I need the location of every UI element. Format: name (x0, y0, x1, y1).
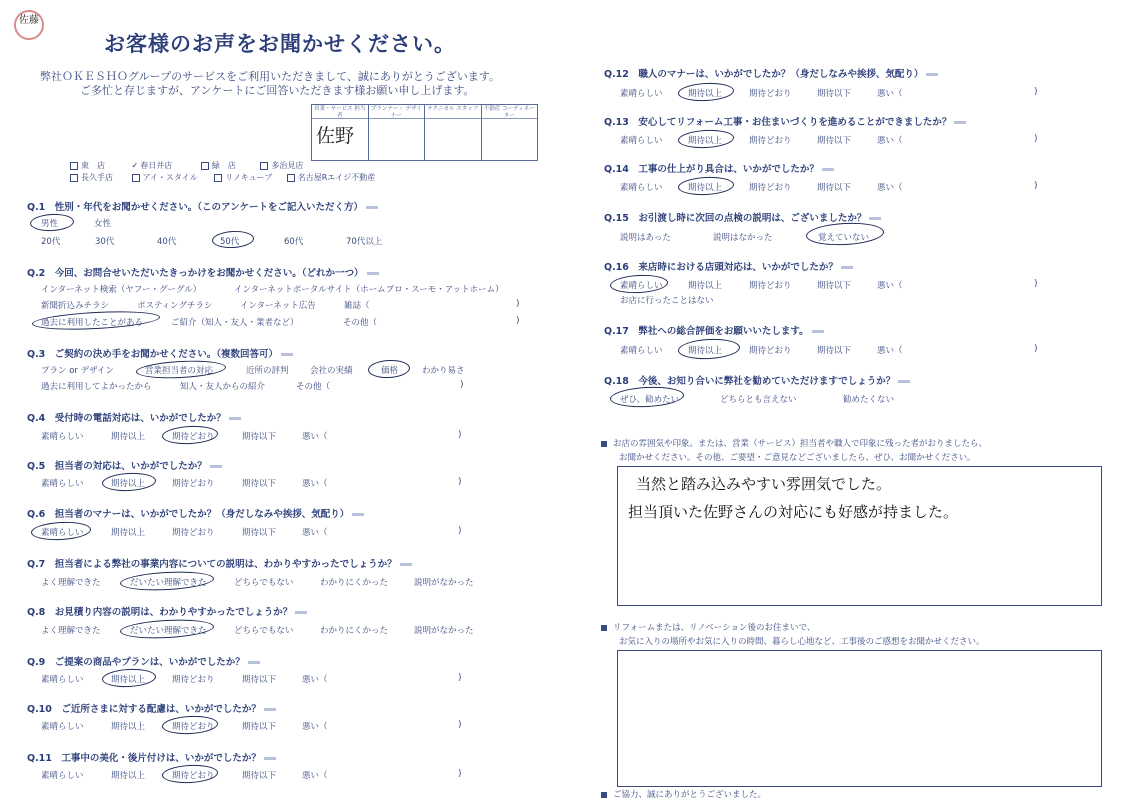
staff-cell-planner[interactable] (369, 105, 426, 160)
option-rating[interactable]: 期待以下 (817, 183, 852, 193)
option-rating[interactable]: 期待以上 (111, 771, 146, 781)
option-rating[interactable]: 素晴らしい (620, 346, 663, 356)
option-rating[interactable]: 期待どおり (172, 675, 215, 685)
question-q17: Q.17 弊社への総合評価をお願いいたします。 (604, 323, 824, 337)
question-q2: Q.2 今回、お問合せいただいたきっかけをお聞かせください。（どれか一つ） (27, 265, 379, 279)
q17-options (0, 344, 1123, 358)
question-q12: Q.12 職人のマナーは、いかがでしたか？（身だしなみや挨拶、気配り） (604, 66, 938, 80)
question-q5: Q.5 担当者の対応は、いかがでしたか？ (27, 458, 222, 472)
option-q2[interactable]: インターネット広告 (240, 301, 316, 311)
option-understand-selected[interactable]: だいたい理解できた (130, 626, 207, 636)
circle-mark (610, 385, 685, 409)
option-rating[interactable]: 期待どおり (172, 528, 215, 538)
option-q3-selected[interactable]: 営業担当者の対応 (145, 366, 214, 376)
option-gender-female[interactable]: 女性 (94, 219, 112, 229)
question-q3: Q.3 ご契約の決め手をお聞かせください。（複数回答可） (27, 346, 293, 360)
store-row-1 (70, 160, 303, 171)
q12-options (0, 87, 1123, 101)
option-rating-selected[interactable]: 期待以上 (111, 479, 146, 489)
option-rating[interactable]: 悪い（ (302, 675, 328, 685)
q9-options (0, 673, 560, 687)
option-rating[interactable]: 悪い（ (302, 432, 328, 442)
question-q7: Q.7 担当者による弊社の事業内容についての説明は、わかりやすかったでしょうか？ (27, 556, 412, 570)
circle-mark (162, 715, 219, 736)
staff-header: 不動産 コーディネーター (482, 105, 538, 119)
option-rating[interactable]: 期待以下 (242, 675, 277, 685)
option-q3[interactable]: その他（ (296, 382, 331, 392)
option-rating[interactable]: 素晴らしい (620, 183, 663, 193)
option-rating[interactable]: 悪い（ (302, 722, 328, 732)
option-q15[interactable]: 説明はあった (620, 233, 671, 243)
after-prompt-2: お気に入りの場所やお気に入りの時間、暮らし心地など、工事後のご感想をお聞かせください。 (619, 637, 985, 647)
option-age-selected[interactable]: 50代 (220, 237, 240, 247)
question-q18: Q.18 今後、お知り合いに弊社を勧めていただけますでしょうか？ (604, 373, 910, 387)
intro-line-1: 弊社ＯＫＥＳＨＯグループのサービスをご利用いただきまして、誠にありがとうございます。 (40, 70, 501, 83)
option-q2[interactable]: 新聞折込みチラシ (41, 301, 110, 311)
square-bullet-icon (601, 441, 607, 447)
close-paren: ) (458, 477, 462, 487)
close-paren: ) (516, 299, 520, 309)
option-rating-selected[interactable]: 期待以上 (111, 675, 146, 685)
option-understand[interactable]: どちらでもない (234, 626, 294, 636)
question-q4: Q.4 受付時の電話対応は、いかがでしたか？ (27, 410, 241, 424)
option-age[interactable]: 70代以上 (346, 237, 383, 247)
circle-mark (31, 520, 92, 541)
option-q2[interactable]: 雑誌（ (344, 301, 370, 311)
close-paren: ) (1034, 87, 1038, 97)
close-paren: ) (458, 430, 462, 440)
option-q3[interactable]: わかり易さ (422, 366, 465, 376)
circle-mark (30, 213, 75, 232)
store-checkbox[interactable] (70, 162, 78, 170)
option-rating[interactable]: 素晴らしい (41, 432, 84, 442)
option-understand[interactable]: わかりにくかった (320, 578, 389, 588)
option-rating[interactable]: 期待以上 (111, 432, 146, 442)
question-q8: Q.8 お見積り内容の説明は、わかりやすかったでしょうか？ (27, 604, 307, 618)
question-q13: Q.13 安心してリフォーム工事・お住まいづくりを進めることができましたか？ (604, 114, 966, 128)
store-label: リノキューブ (225, 173, 273, 182)
option-understand[interactable]: 説明がなかった (414, 578, 474, 588)
option-q15-selected[interactable]: 覚えていない (818, 233, 870, 243)
circle-mark (120, 618, 215, 641)
option-rating[interactable]: 期待どおり (749, 89, 792, 99)
option-q18-selected[interactable]: ぜひ、勧めたい (620, 395, 680, 405)
option-rating[interactable]: 悪い（ (877, 89, 903, 99)
option-rating[interactable]: 期待どおり (749, 183, 792, 193)
option-rating-selected[interactable]: 期待以上 (688, 89, 723, 99)
option-rating[interactable]: 期待以下 (242, 771, 277, 781)
question-q11: Q.11 工事中の美化・後片付けは、いかがでしたか？ (27, 750, 276, 764)
option-rating-selected[interactable]: 期待以上 (688, 183, 723, 193)
question-q14: Q.14 工事の仕上がり具合は、いかがでしたか？ (604, 161, 834, 175)
close-paren: ) (1034, 181, 1038, 191)
page-title: お客様のお声をお聞かせください。 (104, 32, 456, 56)
store-label: 緑 店 (211, 161, 236, 170)
option-rating[interactable]: 素晴らしい (41, 479, 84, 489)
circle-mark (102, 668, 157, 689)
close-paren: ) (516, 316, 520, 326)
option-rating[interactable]: 期待以下 (817, 346, 852, 356)
option-rating[interactable]: 悪い（ (302, 479, 328, 489)
option-rating[interactable]: 期待以上 (688, 281, 723, 291)
option-rating[interactable]: 素晴らしい (41, 675, 84, 685)
q16-options (0, 279, 1123, 309)
option-q3[interactable]: 会社の実績 (310, 366, 353, 376)
q7-options (0, 576, 560, 590)
store-label: アイ・スタイル (142, 173, 198, 182)
option-understand-selected[interactable]: だいたい理解できた (130, 578, 207, 588)
option-rating[interactable]: 期待以下 (242, 528, 277, 538)
staff-header: テクニカル スタッフ (425, 105, 481, 119)
option-rating[interactable]: 期待以下 (242, 479, 277, 489)
q18-options (0, 393, 1123, 407)
option-age[interactable]: 60代 (284, 237, 304, 247)
question-q16: Q.16 来店時における店頭対応は、いかがでしたか？ (604, 259, 853, 273)
option-rating[interactable]: 期待どおり (749, 136, 792, 146)
square-bullet-icon (601, 625, 607, 631)
option-rating[interactable]: 期待以上 (111, 722, 146, 732)
option-q2[interactable]: その他（ (343, 318, 378, 328)
option-rating[interactable]: 素晴らしい (620, 89, 663, 99)
option-rating[interactable]: 悪い（ (877, 136, 903, 146)
circle-mark (32, 309, 161, 333)
option-understand[interactable]: よく理解できた (41, 578, 101, 588)
staff-header: プランナー・ デザイナー (369, 105, 425, 119)
square-bullet-icon (601, 792, 607, 798)
check-mark-icon: ✓ (131, 161, 139, 170)
option-q18[interactable]: どちらとも言えない (720, 395, 797, 405)
question-q9: Q.9 ご提案の商品やプランは、いかがでしたか？ (27, 654, 260, 668)
option-q15[interactable]: 説明はなかった (713, 233, 773, 243)
store-label: 東 店 (81, 161, 105, 170)
option-q3[interactable]: 近所の評判 (246, 366, 289, 376)
option-understand[interactable]: わかりにくかった (320, 626, 389, 636)
q4-options (0, 430, 560, 444)
staff-cell-sales[interactable] (312, 105, 369, 160)
q6-options (0, 526, 560, 540)
option-q2[interactable]: インターネット検索（ヤフー・グーグル） (41, 285, 202, 295)
option-rating[interactable]: 期待以下 (817, 136, 852, 146)
close-paren: ) (458, 673, 462, 683)
option-rating[interactable]: 悪い（ (302, 771, 328, 781)
option-understand[interactable]: どちらでもない (234, 578, 294, 588)
store-label: 長久手店 (81, 173, 113, 182)
question-q10: Q.10 ご近所さまに対する配慮は、いかがでしたか？ (27, 701, 276, 715)
circle-mark (610, 273, 669, 294)
question-q6: Q.6 担当者のマナーは、いかがでしたか？（身だしなみや挨拶、気配り） (27, 506, 364, 520)
q5-options (0, 477, 560, 491)
impression-prompt-2: お聞かせください。その他、ご要望・ご意見などございましたら、ぜひ、お聞かせください。 (619, 453, 976, 463)
option-rating[interactable]: 期待以下 (242, 432, 277, 442)
option-rating-selected[interactable]: 期待どおり (172, 771, 215, 781)
close-paren: ) (1034, 134, 1038, 144)
option-rating[interactable]: 悪い（ (877, 346, 903, 356)
staff-cell-technical[interactable] (425, 105, 482, 160)
circle-mark (678, 337, 741, 360)
circle-mark (162, 764, 219, 785)
impression-prompt-1: お店の雰囲気や印象。または、営業（サービス）担当者や職人で印象に残った者がおりましたら、 (601, 437, 987, 449)
question-q1: Q.1 性別・年代をお聞かせください。（このアンケートをご記入いただく方） (27, 199, 378, 213)
option-rating[interactable]: 期待どおり (172, 479, 215, 489)
option-age[interactable]: 30代 (95, 237, 115, 247)
option-age[interactable]: 20代 (41, 237, 61, 247)
q13-options (0, 134, 1123, 148)
option-rating[interactable]: 素晴らしい (620, 136, 663, 146)
close-paren: ) (458, 526, 462, 536)
circle-mark (162, 425, 219, 446)
option-q2[interactable]: インターネットポータルサイト（ホームプロ・スーモ・アットホーム） (234, 285, 504, 295)
intro-line-2: ご多忙と存じますが、アンケートにご回答いただきます様お願い申し上げます。 (80, 84, 475, 97)
circle-mark (102, 472, 157, 493)
option-rating-selected[interactable]: 素晴らしい (41, 528, 84, 538)
close-paren: ) (458, 720, 462, 730)
option-rating[interactable]: 期待以上 (111, 528, 146, 538)
option-gender-male[interactable]: 男性 (41, 219, 59, 229)
option-rating[interactable]: 期待以下 (817, 281, 852, 291)
option-rating[interactable]: 悪い（ (877, 183, 903, 193)
option-age[interactable]: 40代 (157, 237, 177, 247)
q8-options (0, 624, 560, 638)
option-understand[interactable]: 説明がなかった (414, 626, 474, 636)
circle-mark (678, 176, 735, 197)
circle-mark (805, 221, 884, 247)
option-q16-never[interactable]: お店に行ったことはない (620, 296, 714, 306)
option-rating[interactable]: 期待どおり (749, 346, 792, 356)
question-q15: Q.15 お引渡し時に次回の点検の説明は、ございましたか？ (604, 210, 881, 224)
store-label: 多治見店 (271, 161, 304, 170)
thanks-note: ご協力、誠にありがとうございました。 (601, 788, 766, 800)
staff-header: 営業・サービス 担当者 (312, 105, 368, 119)
staff-cell-realestate[interactable] (482, 105, 538, 160)
store-label: 名古屋Rエイジ不動産 (297, 173, 376, 182)
option-q3[interactable]: 知人・友人からの紹介 (180, 382, 266, 392)
close-paren: ) (1034, 279, 1038, 289)
close-paren: ) (1034, 344, 1038, 354)
close-paren: ) (458, 769, 462, 779)
impression-comment-box[interactable] (617, 466, 1102, 606)
option-understand[interactable]: よく理解できた (41, 626, 101, 636)
circle-mark (368, 359, 411, 379)
staff-name-sales: 佐野 (316, 125, 355, 147)
q11-options (0, 769, 560, 783)
option-rating-selected[interactable]: 期待以上 (688, 346, 723, 356)
option-rating[interactable]: 期待どおり (749, 281, 792, 291)
option-rating[interactable]: 素晴らしい (41, 771, 84, 781)
name-seal: 佐藤 (14, 10, 44, 40)
option-rating[interactable]: 悪い（ (302, 528, 328, 538)
circle-mark (136, 359, 227, 381)
impression-comment-line-1: 当然と踏み込みやすい雰囲気でした。 (636, 475, 892, 493)
option-q3[interactable]: 過去に利用してよかったから (41, 382, 152, 392)
option-rating[interactable]: 期待以下 (817, 89, 852, 99)
option-rating-selected[interactable]: 期待どおり (172, 432, 215, 442)
impression-comment-line-2: 担当頂いた佐野さんの対応にも好感が持ました。 (628, 503, 959, 521)
option-rating[interactable]: 期待以下 (242, 722, 277, 732)
q15-options (0, 231, 1123, 245)
option-rating-selected[interactable]: 期待以上 (688, 136, 723, 146)
option-rating-selected[interactable]: 期待どおり (172, 722, 215, 732)
staff-table (311, 104, 538, 161)
option-rating-selected[interactable]: 素晴らしい (620, 281, 663, 291)
circle-mark (120, 570, 215, 593)
after-comment-box[interactable] (617, 650, 1102, 787)
close-paren: ) (460, 380, 464, 390)
option-q3-selected[interactable]: 価格 (381, 366, 399, 376)
option-rating[interactable]: 素晴らしい (41, 722, 84, 732)
option-q2[interactable]: ポスティングチラシ (137, 301, 213, 311)
option-q3[interactable]: プラン or デザイン (41, 366, 115, 376)
circle-mark (678, 82, 735, 103)
option-q2-selected[interactable]: 過去に利用したことがある (41, 318, 144, 328)
store-checkbox[interactable] (201, 162, 209, 170)
option-q2[interactable]: ご紹介（知人・友人・業者など） (171, 318, 299, 328)
q10-options (0, 720, 560, 734)
circle-mark (678, 129, 735, 150)
option-q18[interactable]: 勧めたくない (843, 395, 895, 405)
option-rating[interactable]: 悪い（ (877, 281, 903, 291)
store-checkbox[interactable] (260, 162, 268, 170)
after-prompt-1: リフォームまたは、リノベーション後のお住まいで、 (601, 621, 815, 633)
store-label-checked: 春日井店 (140, 161, 173, 170)
q14-options (0, 181, 1123, 195)
